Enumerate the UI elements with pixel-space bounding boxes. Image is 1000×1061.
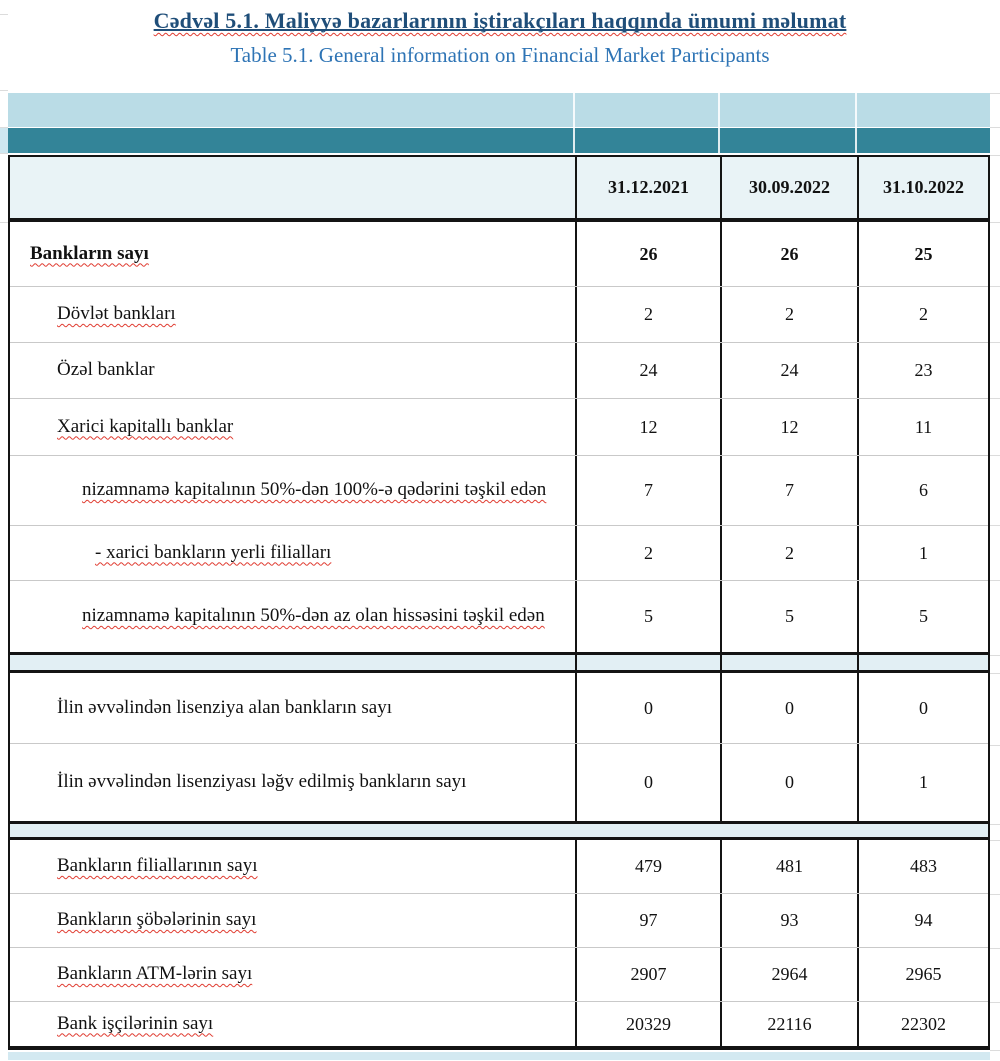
value-cell[interactable]: 5 — [720, 581, 857, 652]
row-state-banks — [10, 286, 988, 342]
value-cell[interactable]: 12 — [575, 399, 720, 455]
sheet-gridline — [0, 153, 8, 154]
value-cell[interactable]: 2907 — [575, 948, 720, 1001]
section-licenses — [8, 673, 990, 824]
row-private-banks — [10, 342, 988, 398]
sheet-gridline — [990, 1050, 1000, 1051]
value-cell[interactable]: 2965 — [857, 948, 988, 1001]
sheet-gridline — [990, 840, 1000, 841]
value-cell[interactable]: 2 — [575, 287, 720, 342]
band-divider — [573, 128, 575, 153]
band-divider — [573, 93, 575, 127]
value-cell[interactable]: 11 — [857, 399, 988, 455]
section-infrastructure — [8, 840, 990, 1050]
value-cell[interactable]: 7 — [575, 456, 720, 525]
row-banks-total — [10, 222, 988, 286]
band-divider — [718, 128, 720, 153]
value-cell[interactable]: 6 — [857, 456, 988, 525]
row-label[interactable]: İlin əvvəlindən lisenziya alan bankların sayı — [57, 696, 393, 718]
decor-band-bottom — [8, 1052, 990, 1060]
row-label[interactable]: Özəl banklar — [57, 359, 155, 381]
value-cell[interactable]: 483 — [857, 840, 988, 893]
value-cell[interactable]: 22116 — [720, 1002, 857, 1046]
value-cell[interactable]: 5 — [575, 581, 720, 652]
value-cell[interactable]: 479 — [575, 840, 720, 893]
value-cell[interactable]: 1 — [857, 744, 988, 821]
section-spacer — [8, 655, 990, 673]
header-empty-cell[interactable] — [10, 157, 575, 218]
value-cell[interactable]: 12 — [720, 399, 857, 455]
value-cell[interactable]: 93 — [720, 894, 857, 947]
value-cell[interactable]: 26 — [575, 222, 720, 286]
row-label[interactable]: Bankların sayı — [30, 242, 149, 264]
sheet-gridline — [990, 155, 1000, 156]
value-cell[interactable]: 0 — [720, 744, 857, 821]
row-label[interactable]: Bankların filiallarının sayı — [57, 855, 258, 877]
row-foreign-50-100 — [10, 455, 988, 525]
sheet-gridline — [990, 93, 1000, 94]
value-cell[interactable]: 20329 — [575, 1002, 720, 1046]
section-bank-counts — [8, 222, 990, 655]
date-col-header[interactable]: 30.09.2022 — [720, 157, 857, 218]
row-label[interactable]: İlin əvvəlindən lisenziyası ləğv edilmiş bankların sayı — [57, 771, 467, 793]
section-spacer — [8, 824, 990, 840]
value-cell[interactable]: 1 — [857, 526, 988, 580]
row-foreign-under-50 — [10, 580, 988, 652]
sheet-gridline — [990, 655, 1000, 656]
value-cell[interactable]: 2 — [720, 526, 857, 580]
column-headers-row — [8, 155, 990, 222]
band-divider — [855, 128, 857, 153]
sheet-gridline — [0, 14, 8, 15]
date-col-header[interactable]: 31.12.2021 — [575, 157, 720, 218]
value-cell[interactable]: 2 — [857, 287, 988, 342]
row-foreign-capital-banks — [10, 398, 988, 455]
sheet-gridline — [990, 673, 1000, 674]
row-bank-employees — [10, 1001, 988, 1046]
title-block — [0, 8, 1000, 68]
table-title-az-text: Cədvəl 5.1. Maliyyə bazarlarının iştirakçıları haqqında ümumi məlumat — [153, 8, 847, 33]
date-col-header[interactable]: 31.10.2022 — [857, 157, 988, 218]
sheet-gridline — [0, 90, 8, 91]
row-revoked-licenses — [10, 743, 988, 821]
sheet-gridline — [990, 286, 1000, 287]
sheet-gridline — [990, 127, 1000, 128]
row-foreign-local-branches — [10, 525, 988, 580]
row-label[interactable]: Bank işçilərinin sayı — [57, 1012, 214, 1034]
value-cell[interactable]: 22302 — [857, 1002, 988, 1046]
row-label[interactable]: Xarici kapitallı banklar — [57, 415, 234, 437]
row-label[interactable]: nizamnamə kapitalının 50%-dən az olan hissəsini təşkil edən — [82, 605, 545, 627]
row-bank-branches — [10, 840, 988, 893]
sheet-gridline — [990, 525, 1000, 526]
sheet-gridline — [990, 455, 1000, 456]
value-cell[interactable]: 481 — [720, 840, 857, 893]
sheet-gridline — [990, 1002, 1000, 1003]
row-bank-departments — [10, 893, 988, 947]
sheet-gridline — [0, 127, 8, 128]
value-cell[interactable]: 5 — [857, 581, 988, 652]
row-label[interactable]: - xarici bankların yerli filialları — [95, 541, 332, 563]
row-bank-atms — [10, 947, 988, 1001]
table-title-az[interactable] — [0, 8, 1000, 34]
value-cell[interactable]: 7 — [720, 456, 857, 525]
value-cell[interactable]: 94 — [857, 894, 988, 947]
value-cell[interactable]: 97 — [575, 894, 720, 947]
participants-table — [8, 155, 990, 1050]
value-cell[interactable]: 2 — [720, 287, 857, 342]
value-cell[interactable]: 0 — [857, 673, 988, 743]
band-divider — [718, 93, 720, 127]
value-cell[interactable]: 25 — [857, 222, 988, 286]
decor-band-light — [8, 93, 990, 127]
sheet-gridline — [990, 398, 1000, 399]
sheet-gridline — [990, 222, 1000, 223]
value-cell[interactable]: 2964 — [720, 948, 857, 1001]
sheet-gridline — [990, 894, 1000, 895]
band-divider — [855, 93, 857, 127]
row-label[interactable]: Bankların şöbələrinin sayı — [57, 909, 257, 931]
value-cell[interactable]: 0 — [575, 673, 720, 743]
sheet-gridline — [990, 580, 1000, 581]
value-cell[interactable]: 24 — [720, 343, 857, 398]
value-cell[interactable]: 24 — [575, 343, 720, 398]
value-cell[interactable]: 0 — [720, 673, 857, 743]
value-cell[interactable]: 0 — [575, 744, 720, 821]
sheet-gridline — [990, 824, 1000, 825]
row-label[interactable]: nizamnamə kapitalının 50%-dən 100%-ə qədərini təşkil edən — [82, 479, 547, 501]
decor-band-teal — [8, 127, 990, 153]
table-title-en[interactable]: Table 5.1. General information on Financial Market Participants — [230, 43, 770, 67]
sheet-gridline — [990, 948, 1000, 949]
row-label[interactable]: Dövlət bankları — [57, 303, 176, 325]
value-cell[interactable]: 2 — [575, 526, 720, 580]
row-licensed-banks — [10, 673, 988, 743]
sheet-gridline — [990, 342, 1000, 343]
decor-side-cell — [0, 127, 8, 153]
value-cell[interactable]: 23 — [857, 343, 988, 398]
sheet-gridline — [990, 745, 1000, 746]
sheet-gridline — [0, 222, 8, 223]
row-label[interactable]: Bankların ATM-lərin sayı — [57, 963, 253, 985]
value-cell[interactable]: 26 — [720, 222, 857, 286]
